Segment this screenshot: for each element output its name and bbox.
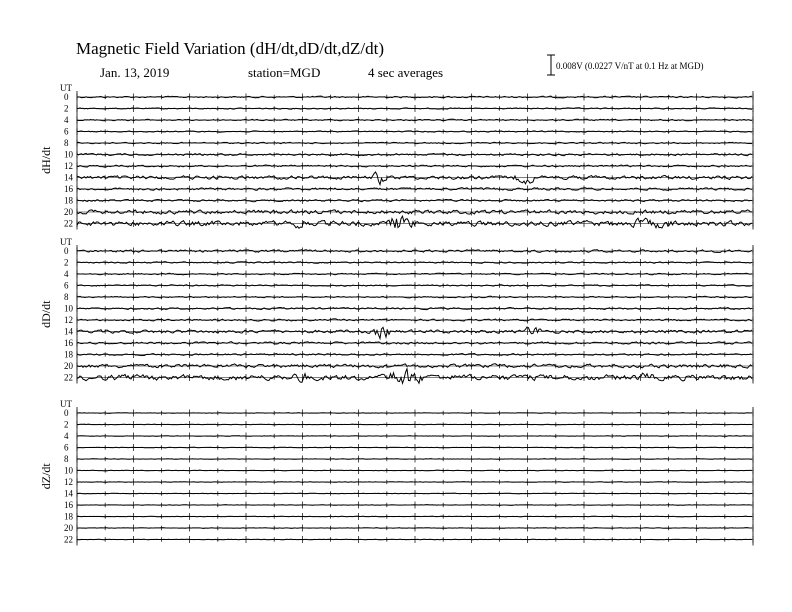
hour-tick-label: 22 <box>64 218 73 229</box>
hour-tick-label: 4 <box>64 115 69 125</box>
trace-2 <box>77 108 752 109</box>
trace-6 <box>77 285 752 287</box>
hour-tick-label: 8 <box>64 454 69 464</box>
trace-8 <box>77 142 752 144</box>
trace-14 <box>77 493 752 494</box>
hour-tick-label: 10 <box>64 149 73 160</box>
hour-tick-label: 0 <box>64 408 69 418</box>
ut-label: UT <box>60 83 72 93</box>
ut-label: UT <box>60 399 72 409</box>
trace-0 <box>77 413 752 414</box>
trace-18 <box>77 516 752 517</box>
trace-2 <box>77 262 752 264</box>
hour-tick-label: 12 <box>64 161 73 171</box>
panel-label: dD/dt <box>39 300 53 328</box>
panel-dd-dt <box>39 237 753 384</box>
panels-group <box>39 83 753 546</box>
hour-tick-label: 18 <box>64 195 73 206</box>
trace-18 <box>77 354 752 356</box>
hour-tick-label: 6 <box>64 442 69 453</box>
hour-tick-label: 6 <box>64 126 69 137</box>
trace-22 <box>77 369 752 383</box>
hour-tick-label: 22 <box>64 534 73 545</box>
trace-12 <box>77 319 752 321</box>
hour-tick-label: 12 <box>64 315 73 325</box>
trace-22 <box>77 216 752 228</box>
panel-label: dH/dt <box>39 146 53 174</box>
hour-tick-label: 16 <box>64 338 73 348</box>
hour-tick-label: 14 <box>64 326 73 337</box>
hour-tick-label: 0 <box>64 92 69 102</box>
averaging-label: 4 sec averages <box>368 65 444 80</box>
trace-10 <box>77 153 752 155</box>
trace-6 <box>77 131 752 132</box>
trace-22 <box>77 539 752 540</box>
hour-tick-label: 18 <box>64 349 73 360</box>
panel-label: dZ/dt <box>39 463 53 490</box>
trace-8 <box>77 296 752 298</box>
trace-14 <box>77 327 752 339</box>
hour-tick-label: 12 <box>64 477 73 487</box>
hour-tick-label: 14 <box>64 488 73 499</box>
hour-tick-label: 2 <box>64 103 69 114</box>
hour-tick-label: 4 <box>64 269 69 279</box>
hour-tick-label: 18 <box>64 511 73 522</box>
panel-dz-dt <box>39 399 753 546</box>
hour-tick-label: 4 <box>64 431 69 441</box>
hour-tick-label: 10 <box>64 303 73 314</box>
hour-tick-label: 8 <box>64 292 69 302</box>
trace-8 <box>77 459 752 460</box>
trace-16 <box>77 505 752 506</box>
trace-2 <box>77 424 752 425</box>
hour-tick-label: 2 <box>64 257 69 268</box>
scale-bar <box>547 55 555 75</box>
hour-tick-label: 22 <box>64 372 73 383</box>
trace-4 <box>77 436 752 437</box>
hour-tick-label: 8 <box>64 138 69 148</box>
trace-6 <box>77 447 752 448</box>
hour-tick-label: 20 <box>64 523 73 533</box>
hour-tick-label: 20 <box>64 207 73 217</box>
station-label: station=MGD <box>248 65 321 80</box>
trace-14 <box>77 172 752 185</box>
date-label: Jan. 13, 2019 <box>100 65 170 80</box>
hour-tick-label: 16 <box>64 184 73 194</box>
hour-tick-label: 14 <box>64 172 73 183</box>
trace-10 <box>77 470 752 471</box>
hour-tick-label: 6 <box>64 280 69 291</box>
hour-tick-label: 16 <box>64 500 73 510</box>
hour-tick-label: 0 <box>64 246 69 256</box>
chart-title: Magnetic Field Variation (dH/dt,dD/dt,dZ/dt) <box>76 39 385 58</box>
ut-label: UT <box>60 237 72 247</box>
panel-dh-dt <box>39 83 753 230</box>
hour-tick-label: 2 <box>64 419 69 430</box>
trace-12 <box>77 482 752 483</box>
scale-label: 0.008V (0.0227 V/nT at 0.1 Hz at MGD) <box>556 61 704 71</box>
hour-tick-label: 20 <box>64 361 73 371</box>
hour-tick-label: 10 <box>64 465 73 476</box>
